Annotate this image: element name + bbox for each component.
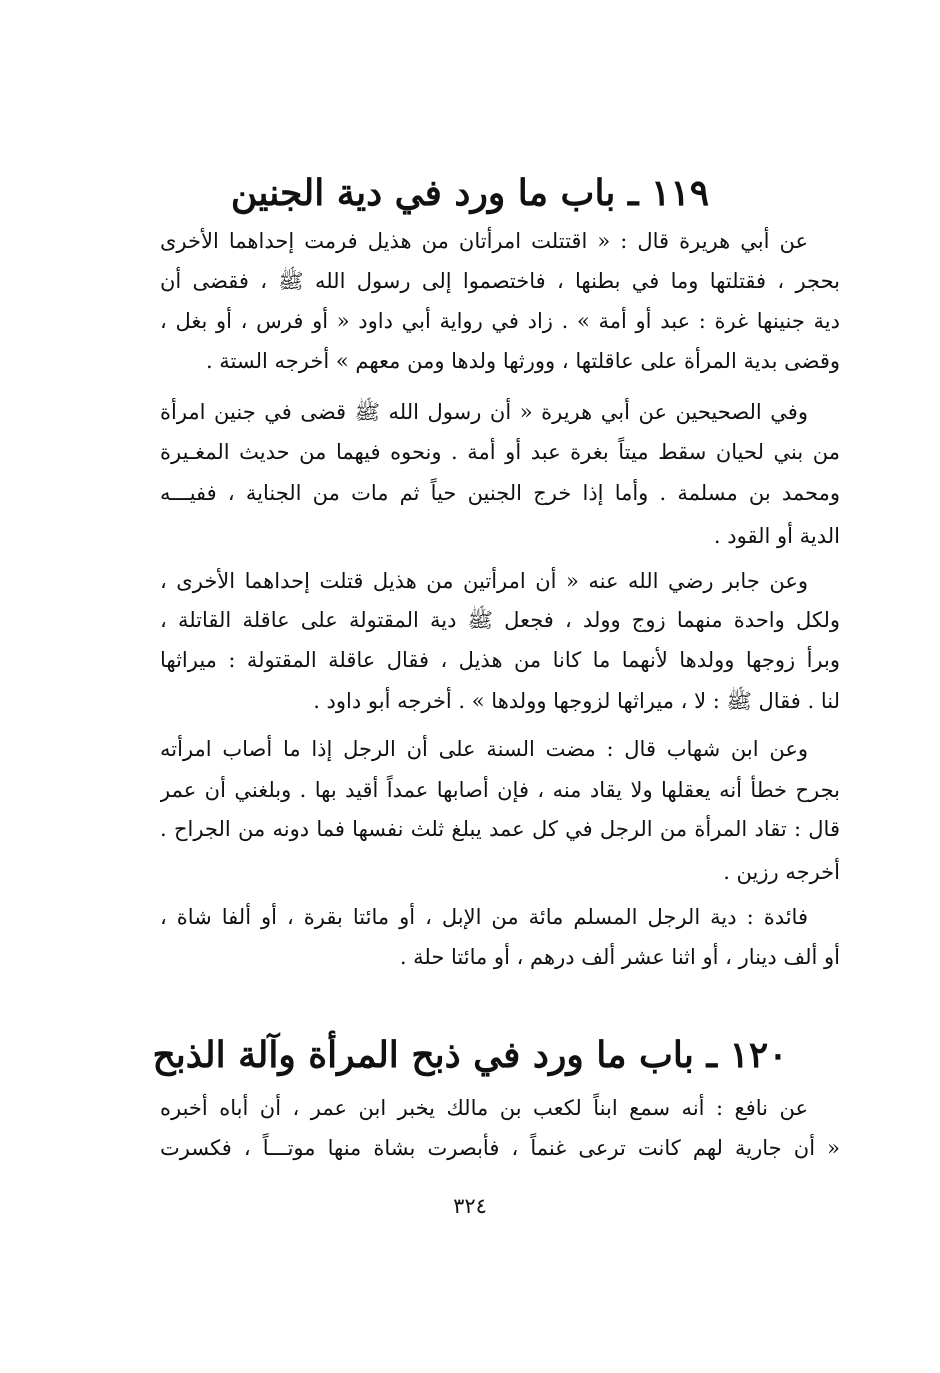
paragraph-line: دية جنينها غرة : عبد أو أمة » . زاد في رواية أبي داود « أو فرس ، أو بغل ، xyxy=(160,309,840,333)
paragraph-line: وبرأ زوجها وولدها لأنهما ما كانا من هذيل ، فقال عاقلة المقتولة : ميراثها xyxy=(160,648,840,672)
paragraph-line: وعن جابر رضي الله عنه « أن امرأتين من هذيل قتلت إحداهما الأخرى ، xyxy=(160,569,808,593)
paragraph-line: بحجر ، فقتلتها وما في بطنها ، فاختصموا إلى رسول الله ﷺ ، فقضى أن xyxy=(160,269,840,293)
paragraph-line: وفي الصحيحين عن أبي هريرة « أن رسول الله ﷺ قضى في جنين امرأة xyxy=(160,400,808,424)
paragraph-line: « أن جارية لهم كانت ترعى غنماً ، فأبصرت بشاة منها موتـــاً ، فكسرت xyxy=(160,1136,840,1160)
paragraph-line: ومحمد بن مسلمة . وأما إذا خرج الجنين حياً ثم مات من الجناية ، ففيـــه xyxy=(160,481,840,505)
paragraph-line: وقضى بدية المرأة على عاقلتها ، وورثها ولدها ومن معهم » أخرجه الستة . xyxy=(205,349,840,373)
section-120-heading: ١٢٠ ـ باب ما ورد في ذبح المرأة وآلة الذبح xyxy=(152,1034,788,1077)
page-number: ٣٢٤ xyxy=(453,1194,487,1218)
paragraph-line: وعن ابن شهاب قال : مضت السنة على أن الرجل إذا ما أصاب امرأته xyxy=(160,737,808,761)
section-119-heading: ١١٩ ـ باب ما ورد في دية الجنين xyxy=(230,172,710,215)
note-line: فائدة : دية الرجل المسلم مائة من الإبل ، أو مائتا بقرة ، أو ألفا شاة ، xyxy=(160,905,808,929)
paragraph-line: عن أبي هريرة قال : « اقتتلت امرأتان من هذيل فرمت إحداهما الأخرى xyxy=(160,229,808,253)
paragraph-line: عن نافع : أنه سمع ابناً لكعب بن مالك يخبر ابن عمر ، أن أباه أخبره xyxy=(160,1096,808,1120)
paragraph-line: من بني لحيان سقط ميتاً بغرة عبد أو أمة . ونحوه فيهما من حديث المغـيرة xyxy=(160,440,840,464)
paragraph-line: قال : تقاد المرأة من الرجل في كل عمد يبلغ ثلث نفسها فما دونه من الجراح . xyxy=(160,817,840,841)
paragraph-line: الدية أو القود . xyxy=(713,524,840,548)
paragraph-line: بجرح خطأً أنه يعقلها ولا يقاد منه ، فإن أصابها عمداً أقيد بها . وبلغني أن عمر xyxy=(160,778,840,802)
note-line: أو ألف دينار ، أو اثنا عشر ألف درهم ، أو مائتا حلة . xyxy=(399,945,840,969)
paragraph-line: ولكل واحدة منهما زوج وولد ، فجعل ﷺ دية المقتولة على عاقلة القاتلة ، xyxy=(160,608,840,632)
paragraph-line: لنا . فقال ﷺ : لا ، ميراثها لزوجها وولدها » . أخرجه أبو داود . xyxy=(313,689,840,713)
paragraph-line: أخرجه رزين . xyxy=(723,860,840,884)
